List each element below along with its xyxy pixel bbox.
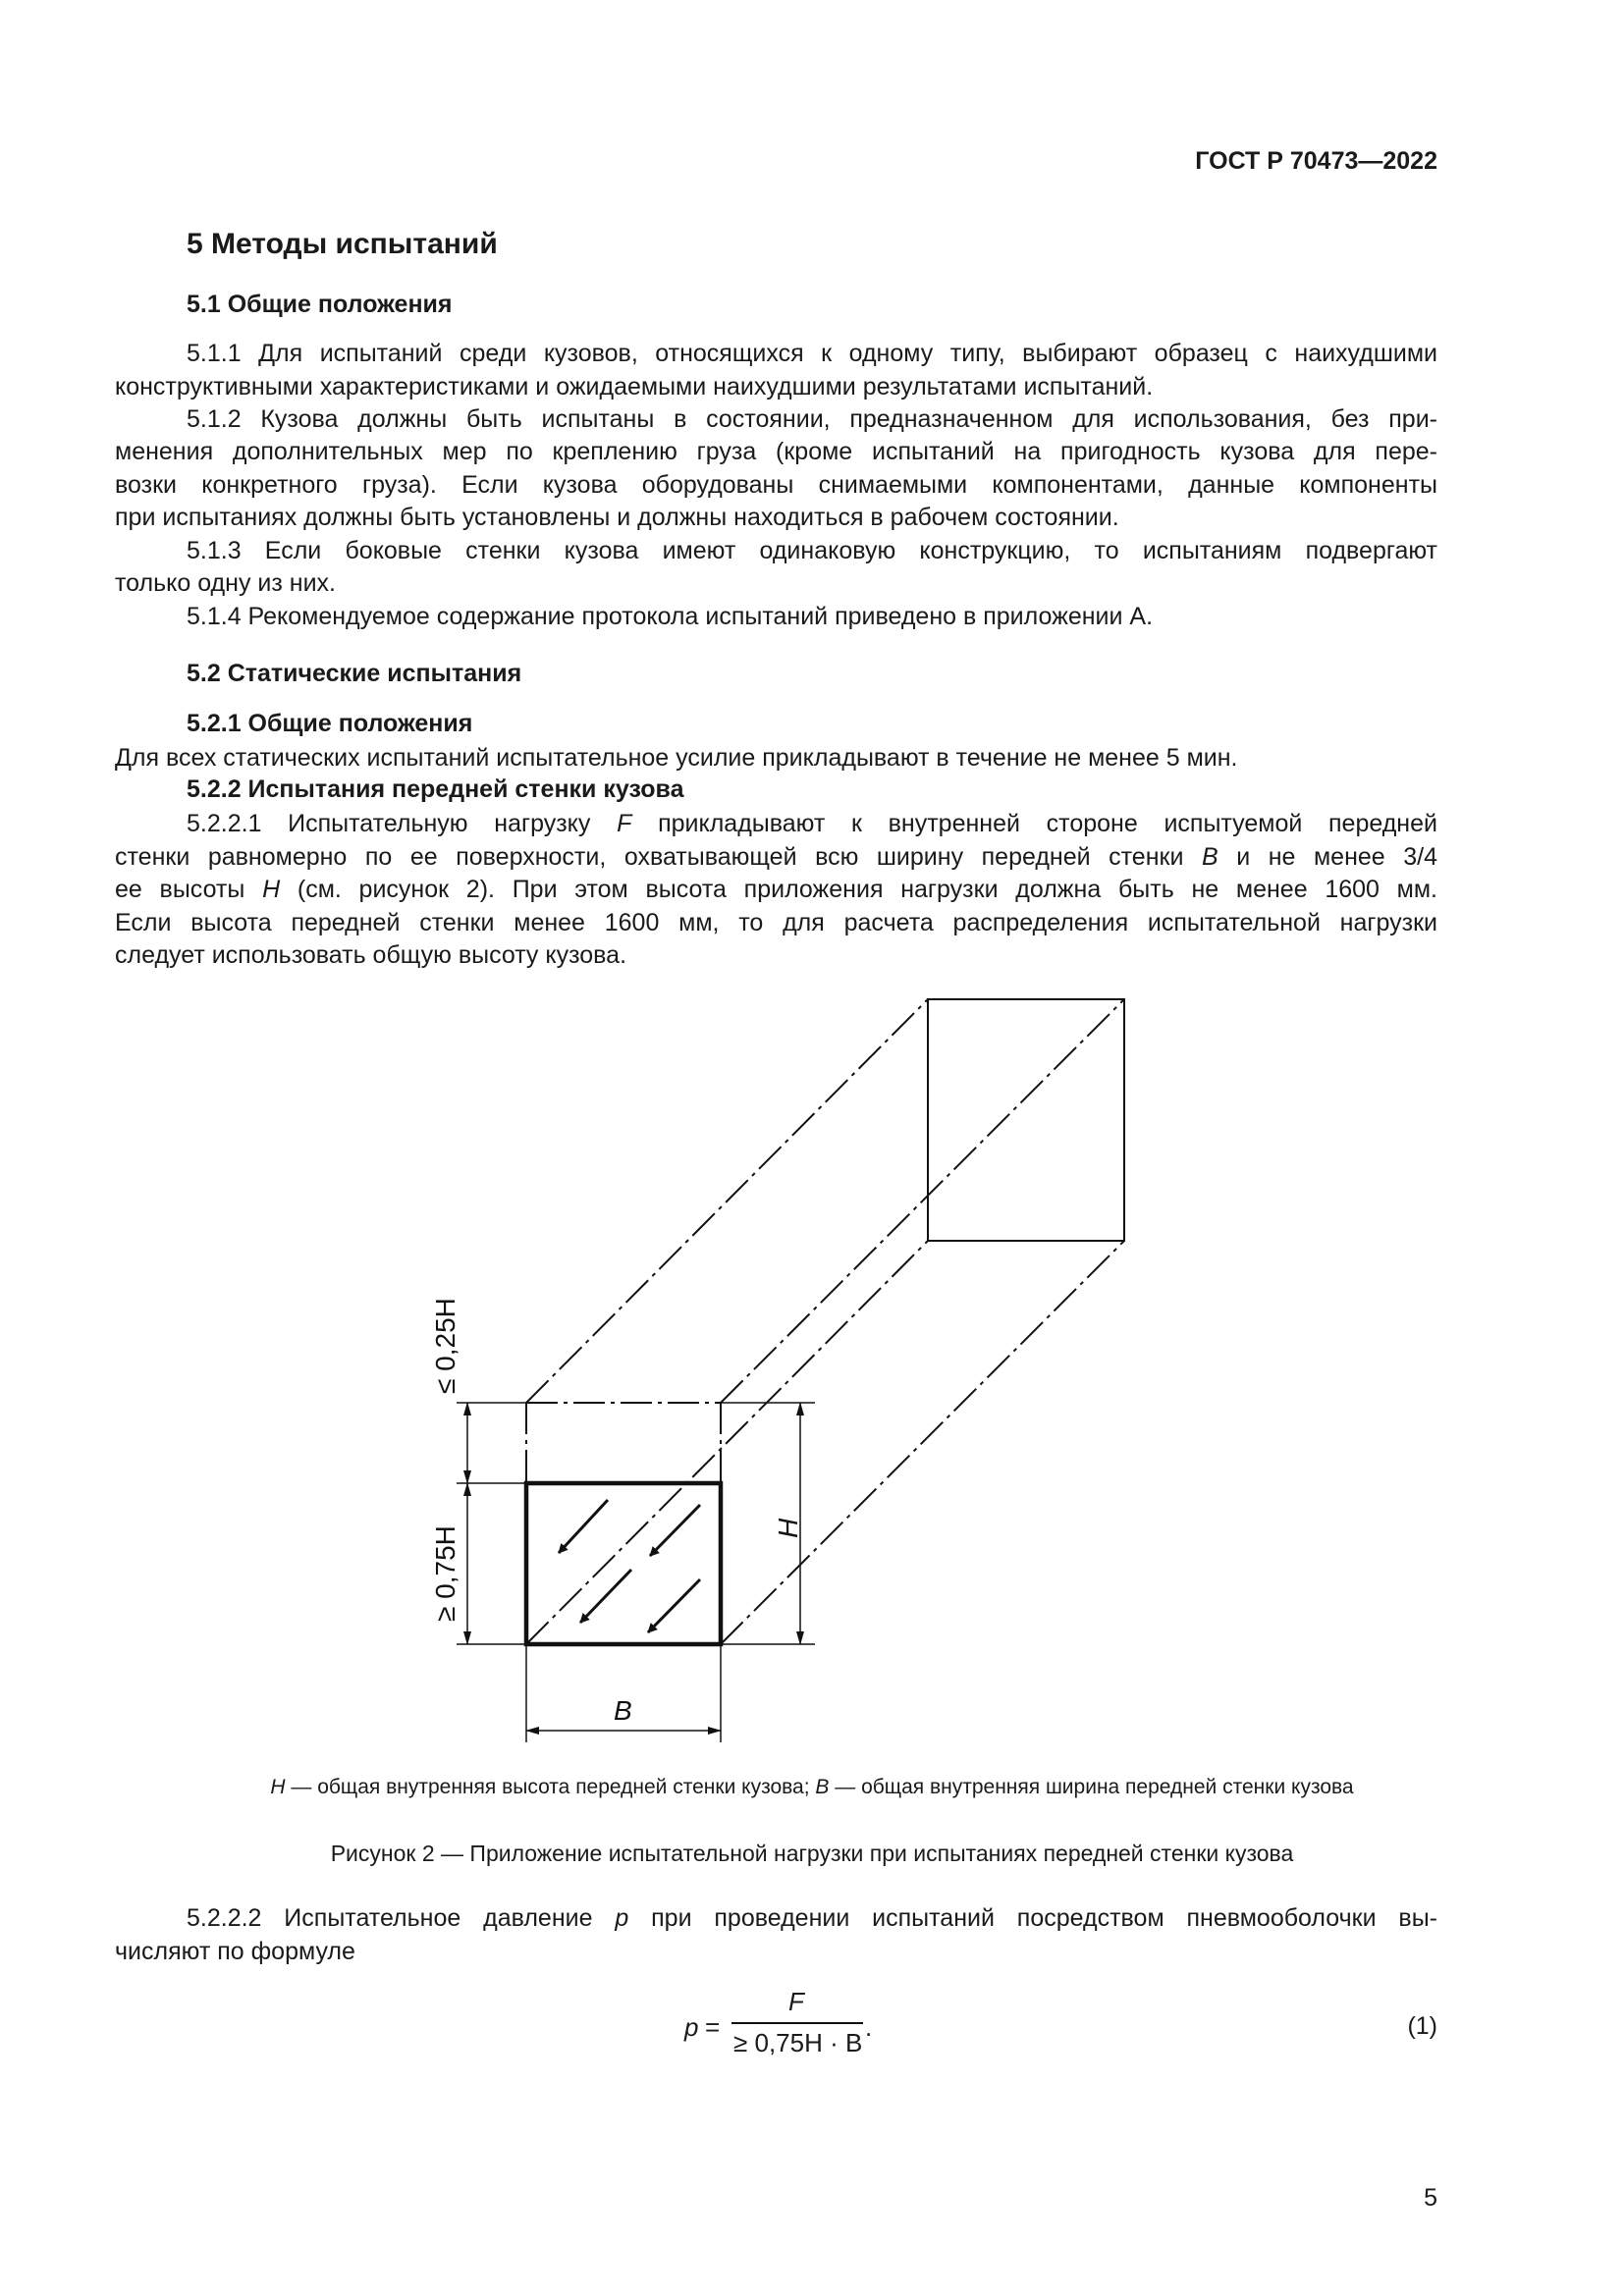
load-arrow-2 bbox=[650, 1505, 700, 1556]
paragraph-5-2-2-1-line3: ее высоты H (см. рисунок 2). При этом высота приложения нагрузки должна быть не менее 1600 мм. bbox=[115, 876, 1437, 903]
paragraph-5-2-2-1-line5: следует использовать общую высоту кузова. bbox=[115, 941, 627, 969]
paragraph-5-2-2-1-line4: Если высота передней стенки менее 1600 мм, то для расчета распределения испытательной нагрузки bbox=[115, 909, 1437, 936]
paragraph-5-1-4: 5.1.4 Рекомендуемое содержание протокола испытаний приведено в приложении А. bbox=[187, 603, 1154, 630]
formula-lhs: p bbox=[684, 2012, 699, 2042]
formula-period: . bbox=[865, 2012, 873, 2042]
page-number: 5 bbox=[1424, 2184, 1437, 2212]
subsection-title-5-2-1: 5.2.1 Общие положения bbox=[187, 710, 473, 737]
edge-top-left bbox=[526, 999, 928, 1403]
figure-caption: Рисунок 2 — Приложение испытательной нагрузки при испытаниях передней стенки кузова bbox=[330, 1841, 1294, 1866]
section-title: 5 Методы испытаний bbox=[187, 228, 498, 260]
paragraph-5-2-2-1-line2: стенки равномерно по ее поверхности, охватывающей всю ширину передней стенки B и не менее 3/4 bbox=[115, 843, 1437, 871]
paragraph-5-1-1-line2: конструктивными характеристиками и ожидаемыми наихудшими результатами испытаний. bbox=[115, 373, 1154, 400]
load-area-rectangle bbox=[526, 1483, 721, 1644]
label-top-fraction: ≤ 0,25H bbox=[430, 1298, 460, 1394]
back-rectangle bbox=[928, 999, 1124, 1241]
paragraph-5-1-1-line1: 5.1.1 Для испытаний среди кузовов, относящихся к одному типу, выбирают образец с наихудшими bbox=[187, 340, 1437, 367]
load-arrow-4 bbox=[648, 1579, 700, 1632]
subsection-title-5-2-2: 5.2.2 Испытания передней стенки кузова bbox=[187, 775, 684, 803]
label-bottom-fraction: ≥ 0,75H bbox=[430, 1525, 460, 1622]
dimension-lines bbox=[467, 1403, 800, 1731]
document-code: ГОСТ Р 70473—2022 bbox=[1195, 147, 1437, 175]
load-arrow-1 bbox=[559, 1500, 608, 1553]
formula-equals: = bbox=[705, 2012, 721, 2042]
back-face bbox=[928, 999, 1124, 1241]
edge-bottom-right bbox=[721, 1241, 1124, 1644]
label-width: B bbox=[614, 1695, 632, 1726]
paragraph-5-1-2-line2: менения дополнительных мер по креплению груза (кроме испытаний на пригодность кузова для пере- bbox=[115, 438, 1437, 465]
paragraph-5-1-2-line4: при испытаниях должны быть установлены и должны находиться в рабочем состоянии. bbox=[115, 504, 1119, 531]
subsection-title-5-2: 5.2 Статические испытания bbox=[187, 660, 522, 687]
formula-1 bbox=[682, 1987, 918, 2075]
paragraph-5-1-2-line3: возки конкретного груза). Если кузова оборудованы снимаемыми компонентами, данные компоненты bbox=[115, 471, 1437, 499]
equation-number: (1) bbox=[1407, 2012, 1437, 2040]
label-height: H bbox=[773, 1518, 803, 1538]
load-arrows bbox=[559, 1500, 700, 1632]
load-arrow-3 bbox=[580, 1570, 631, 1623]
box-outline-dashdot bbox=[526, 999, 1124, 1644]
paragraph-5-2-1: Для всех статических испытаний испытательное усилие прикладывают в течение не менее 5 мин. bbox=[115, 744, 1238, 772]
subsection-title-5-1: 5.1 Общие положения bbox=[187, 291, 453, 318]
paragraph-5-1-3-line2: только одну из них. bbox=[115, 569, 336, 597]
edge-bottom-left bbox=[526, 1241, 928, 1644]
figure-note: H — общая внутренняя высота передней стенки кузова; B — общая внутренняя ширина передней стенки кузова bbox=[270, 1776, 1354, 1798]
formula-denominator: ≥ 0,75H · B bbox=[733, 2028, 863, 2057]
paragraph-5-2-2-1-line1: 5.2.2.1 Испытательную нагрузку F прикладывают к внутренней стороне испытуемой передней bbox=[187, 810, 1437, 837]
formula-numerator: F bbox=[788, 1987, 804, 2016]
paragraph-5-1-2-line1: 5.1.2 Кузова должны быть испытаны в состоянии, предназначенном для использования, без при- bbox=[187, 405, 1437, 433]
fraction-bar bbox=[731, 2022, 863, 2024]
paragraph-5-2-2-2-line1: 5.2.2.2 Испытательное давление p при проведении испытаний посредством пневмооболочки вы- bbox=[187, 1904, 1437, 1932]
paragraph-5-1-3-line1: 5.1.3 Если боковые стенки кузова имеют одинаковую конструкцию, то испытаниям подвергают bbox=[187, 537, 1437, 564]
edge-top-right bbox=[721, 999, 1124, 1403]
paragraph-5-2-2-2-line2: числяют по формуле bbox=[115, 1938, 355, 1965]
extension-lines bbox=[457, 1403, 815, 1742]
